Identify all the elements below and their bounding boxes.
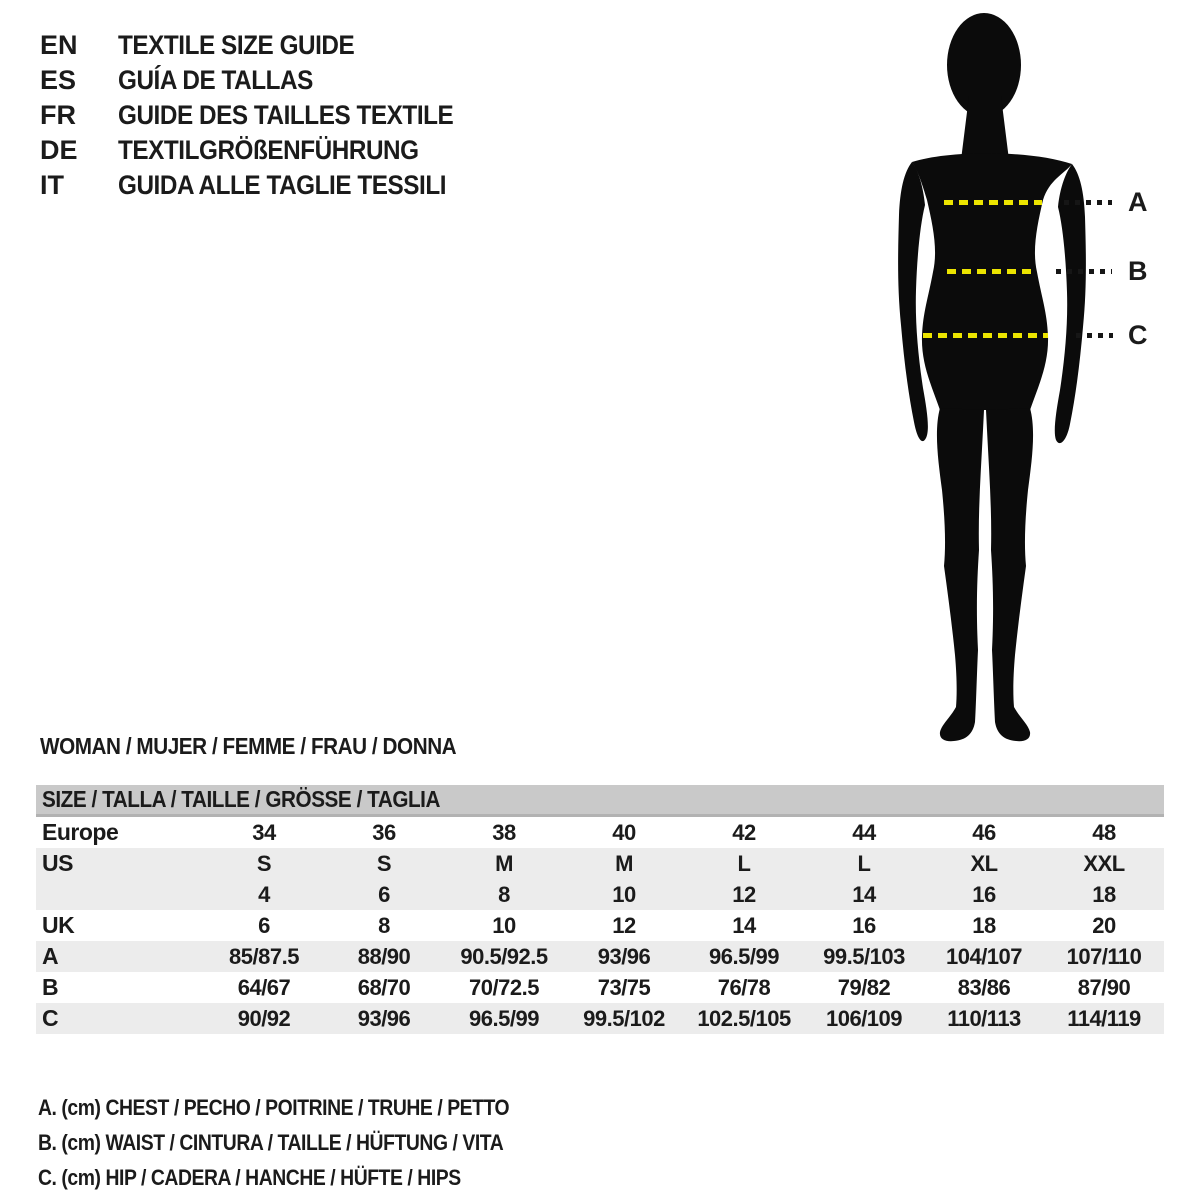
size-cell: 85/87.5 [229, 943, 299, 969]
language-row [40, 28, 491, 63]
hip-leader-dots [1076, 333, 1113, 338]
size-cell: 68/70 [357, 974, 411, 1000]
language-guide-title: GUÍA DE TALLAS [118, 65, 313, 95]
language-guide-title: GUIDE DES TAILLES TEXTILE [118, 100, 454, 130]
legend-line [38, 1090, 573, 1125]
section-title [40, 733, 502, 760]
table-row [36, 910, 1164, 941]
language-row [40, 63, 491, 98]
size-cell: 76/78 [717, 974, 771, 1000]
size-cell: 90.5/92.5 [460, 943, 548, 969]
size-cell: 79/82 [837, 974, 891, 1000]
language-guide-title: TEXTILE SIZE GUIDE [118, 30, 355, 60]
language-row [40, 168, 491, 203]
legend-line-text: A. (cm) CHEST / PECHO / POITRINE / TRUHE / PETTO [38, 1094, 510, 1120]
waist-measure-line [947, 269, 1037, 274]
legend-line-text: C. (cm) HIP / CADERA / HANCHE / HÜFTE / HIPS [38, 1164, 461, 1190]
size-cell: 87/90 [1077, 974, 1131, 1000]
size-cell: XL [970, 850, 998, 876]
language-row [40, 133, 491, 168]
size-cell: 34 [252, 819, 276, 845]
language-code: EN [40, 30, 78, 60]
size-cell: 44 [852, 819, 876, 845]
size-cell: 16 [852, 912, 876, 938]
woman-silhouette [890, 10, 1090, 750]
size-cell: 93/96 [357, 1005, 411, 1031]
size-table-section [36, 785, 1164, 1034]
chest-leader-dots [1064, 200, 1112, 205]
size-cell: 18 [1092, 881, 1116, 907]
size-cell: 8 [378, 912, 390, 938]
size-cell: 73/75 [597, 974, 651, 1000]
size-cell: 70/72.5 [469, 974, 539, 1000]
row-label: C [42, 1005, 59, 1031]
row-label [36, 879, 204, 910]
size-cell: 64/67 [237, 974, 291, 1000]
size-cell: 20 [1092, 912, 1116, 938]
language-row [40, 98, 491, 133]
size-cell: L [857, 850, 871, 876]
size-cell: 96.5/99 [709, 943, 779, 969]
language-code: DE [40, 135, 78, 165]
size-cell: 99.5/102 [583, 1005, 665, 1031]
language-title-list [40, 28, 491, 203]
size-table-body [36, 817, 1164, 1034]
size-cell: 104/107 [945, 943, 1023, 969]
size-cell: 88/90 [357, 943, 411, 969]
hip-measure-line [923, 333, 1048, 338]
size-cell: 10 [492, 912, 516, 938]
marker-label-c: C [1128, 320, 1148, 350]
size-cell: 16 [972, 881, 996, 907]
row-label: UK [42, 912, 75, 938]
size-cell: 4 [258, 881, 270, 907]
size-cell: 99.5/103 [823, 943, 905, 969]
size-table-header [36, 785, 1164, 817]
table-row [36, 972, 1164, 1003]
table-row [36, 848, 1164, 879]
size-table-header-text: SIZE / TALLA / TAILLE / GRÖSSE / TAGLIA [42, 786, 440, 812]
size-cell: 18 [972, 912, 996, 938]
size-cell: M [615, 850, 633, 876]
legend-line [38, 1160, 573, 1195]
size-cell: 83/86 [957, 974, 1011, 1000]
size-cell: S [256, 850, 272, 876]
size-table [36, 817, 1164, 1034]
measurement-legend [38, 1090, 573, 1195]
size-cell: 6 [378, 881, 390, 907]
size-cell: 48 [1092, 819, 1116, 845]
table-row [36, 879, 1164, 910]
language-code: ES [40, 65, 77, 95]
size-cell: 90/92 [237, 1005, 291, 1031]
table-row [36, 1003, 1164, 1034]
legend-line [38, 1125, 573, 1160]
size-cell: 12 [612, 912, 636, 938]
language-code: IT [40, 170, 64, 200]
table-row [36, 817, 1164, 848]
size-cell: 107/110 [1066, 943, 1142, 969]
size-cell: 114/119 [1067, 1005, 1141, 1031]
size-cell: 40 [612, 819, 636, 845]
size-cell: L [737, 850, 751, 876]
woman-silhouette-figure [890, 10, 1090, 750]
size-cell: 12 [732, 881, 756, 907]
size-cell: 6 [258, 912, 270, 938]
chest-measure-line [944, 200, 1042, 205]
row-label: US [42, 850, 73, 876]
marker-label-a: A [1128, 187, 1148, 217]
row-label: A [42, 943, 59, 969]
size-cell: 106/109 [825, 1005, 903, 1031]
row-label: Europe [42, 819, 119, 845]
size-cell: 110/113 [947, 1005, 1021, 1031]
language-code: FR [40, 100, 76, 130]
size-cell: 42 [732, 819, 756, 845]
size-cell: XXL [1083, 850, 1125, 876]
size-cell: 102.5/105 [697, 1005, 791, 1031]
table-row [36, 941, 1164, 972]
legend-line-text: B. (cm) WAIST / CINTURA / TAILLE / HÜFTUNG / VITA [38, 1129, 504, 1155]
size-cell: 10 [612, 881, 636, 907]
size-cell: 14 [852, 881, 876, 907]
size-cell: M [495, 850, 513, 876]
size-cell: S [376, 850, 392, 876]
size-cell: 38 [492, 819, 516, 845]
size-cell: 96.5/99 [469, 1005, 539, 1031]
size-cell: 36 [372, 819, 396, 845]
size-cell: 14 [732, 912, 756, 938]
language-guide-title: GUIDA ALLE TAGLIE TESSILI [118, 170, 447, 200]
marker-label-b: B [1128, 256, 1148, 286]
language-guide-title: TEXTILGRÖßENFÜHRUNG [118, 135, 419, 165]
section-title-text: WOMAN / MUJER / FEMME / FRAU / DONNA [40, 733, 457, 759]
size-cell: 93/96 [597, 943, 651, 969]
row-label: B [42, 974, 59, 1000]
size-cell: 46 [972, 819, 996, 845]
size-cell: 8 [498, 881, 510, 907]
waist-leader-dots [1056, 269, 1112, 274]
